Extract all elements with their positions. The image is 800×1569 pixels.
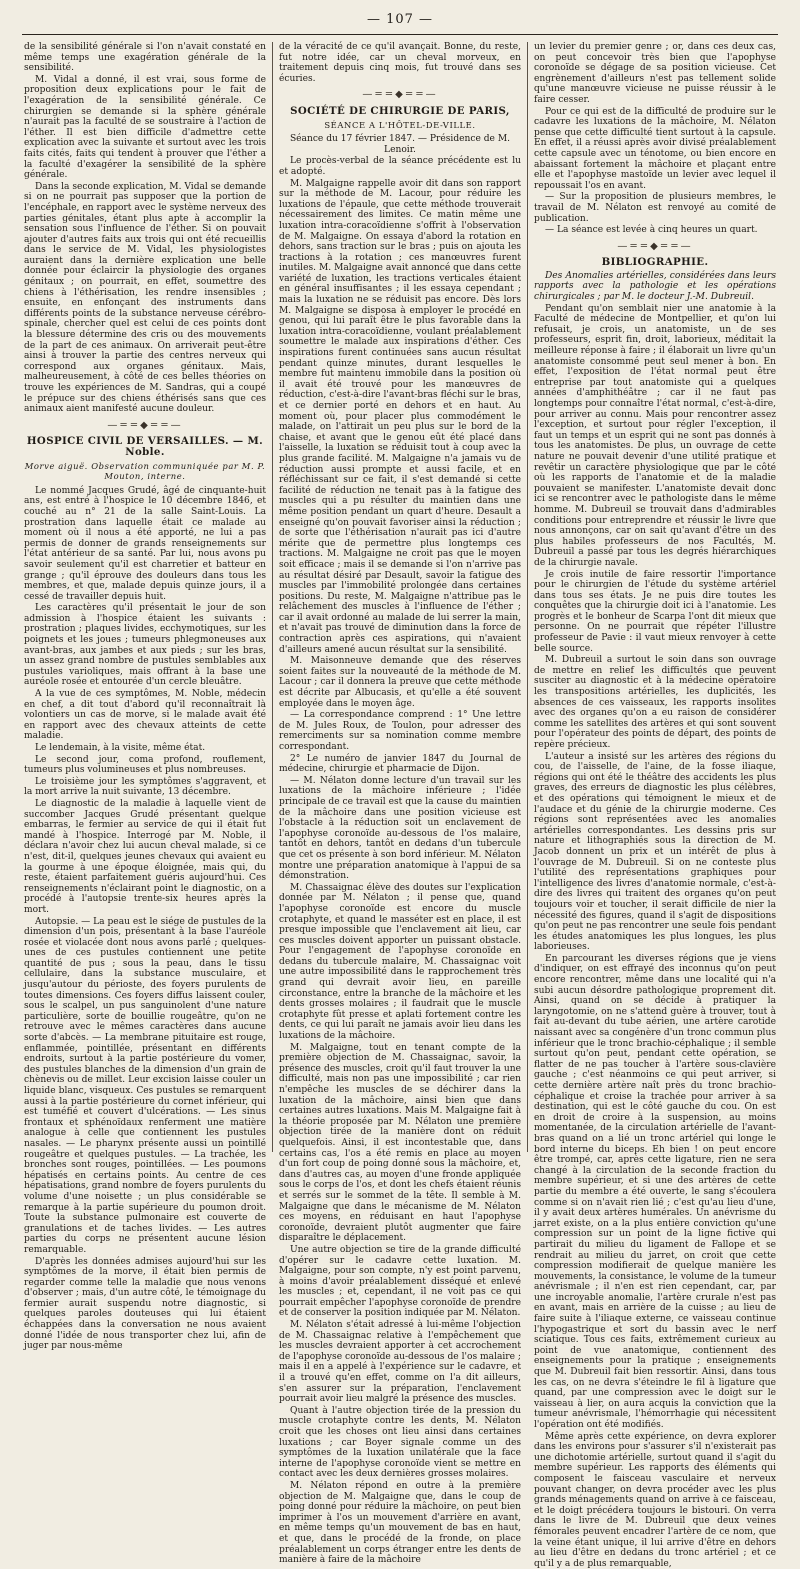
section-ornament: —==◆==— [362, 89, 438, 101]
paragraph: Autopsie. — La peau est le siége de pustules de la dimension d'un pois, présentant à la base l'auréole rosée et violacée dont nous avons parlé ; quelques-unes de ces pustules contiennent une petite quantité de pus ; sous la peau, dans le tissu cellulaire, dans la substance musculaire, et jusqu'autour du périoste, des foyers purulents de toutes dimensions. Ces foyers diffus laissent couler, sous le scalpel, un pus sanguinolent d'une nature particulière, sorte de bouillie rougeâtre, qu'on ne retrouve avec le mêmes caractères dans aucune sorte d'abcès. — La membrane pituitaire est rouge, enflammée, pointillée, présentant en différents endroits, surtout à la partie postérieure du vomer, des pustules blanches de la dimension d'un grain de chènevis ou de millet. Leur excision laisse couler un liquide blanc, visqueux. Ces pustules se remarquent aussi à la partie postérieure du cornet inférieur, qui est tuméfié et couvert d'ulcérations. — Les sinus frontaux et sphénoïdaux renferment une matière analogue à celle que contiennent les pustules nasales. — Le pharynx présente aussi un pointillé rougeâtre et quelques pustules. — La trachée, les bronches sont rouges, pointillées. — Les poumons hépatisés en certains points. Au centre de ces hépatisations, grand nombre de foyers purulents du volume d'une noisette ; un plus considérable se remarque à la partie supérieure du poumon droit. Toute la substance pulmonaire est couverte de granulations et de taches livides. — Les autres parties du corps ne présentent aucune lésion remarquable. [24, 916, 266, 1255]
column-separator [527, 42, 528, 1152]
session-date: Séance du 17 février 1847. — Présidence de M. Lenoir. [289, 134, 511, 155]
paragraph: Quant à l'autre objection tirée de la pression du muscle crotaphyte contre les dents, M. Nélaton croit que les choses ont lieu ainsi dans certaines luxations ; car Boyer signale comme un des symptômes de la luxation unilatérale que la face interne de l'apophyse coronoïde vient se mettre en contact avec les deux dernières grosses molaires. [279, 1405, 521, 1480]
paragraph: Les caractères qu'il présentait le jour de son admission à l'hospice étaient les suivants : prostration ; plaques livides, ecchymotiques, sur les poignets et les joues ; tumeurs phlegmoneuses aux avant-bras, aux jambes et aux pieds ; sur les bras, un assez grand nombre de pustules semblables aux pustules varioliques, mais offrant à la base une auréole rosée et entourée d'un cercle bleuâtre. [24, 603, 266, 688]
paragraph: Le lendemain, à la visite, même état. [35, 743, 206, 753]
paragraph: M. Nélaton répond en outre à la première objection de M. Malgaigne que, dans le coup de poing donné pour réduire la mâchoire, on peut bien imprimer à l'os un mouvement d'arrière en avant, en même temps qu'un mouvement de bas en haut, et que, dans le procédé de la fronde, on place préalablement un corps étranger entre les dents de manière à faire de la mâchoire [279, 1480, 521, 1566]
paragraph: D'après les données admises aujourd'hui sur les symptômes de la morve, il était bien permis de regarder comme telle la maladie que nous venons d'observer ; mais, d'un autre côté, le témoignage du fermier aurait suspendu notre diagnostic, si quelques paroles douteuses qui lui étaient échappées dans la conversation ne nous avaient donné l'idée de nous transporter chez lui, afin de juger par nous-même [24, 1256, 266, 1352]
paragraph: M. Malgaigne, tout en tenant compte de la première objection de M. Chassaignac, savoir, la présence des muscles, croit qu'il faut trouver la une difficulté, mais non pas une impossibilité ; car rien n'empêche les muscles de se déchirer dans la luxation de la mâchoire, ainsi bien que dans certaines autres luxations. Mais M. Malgaigne fait à la théorie proposée par M. Nélaton une première objection tirée de la manière dont on réduit quelquefois. Ainsi, il est incontestable que, dans certains cas, l'os a été remis en place au moyen d'un fort coup de poing donné sous la mâchoire, et, dans d'autres cas, au moyen d'une fronde appliquée sous le corps de l'os, et dont les chefs étaient réunis et serrés sur le sommet de la tête. Il semble à M. Malgaigne que dans le mécanisme de M. Nélaton ces moyens, en réduisant en haut l'apophyse coronoïde, devraient plutôt augmenter que faire disparaître le déplacement. [279, 1042, 521, 1244]
header-rule [22, 34, 778, 35]
section-heading: HOSPICE CIVIL DE VERSAILLES. — M. Noble. [26, 435, 264, 458]
paragraph: M. Vidal a donné, il est vrai, sous forme de proposition deux explications pour le fait de l'exagération de la sensibilité générale. Ce chirurgien se demande si la sphère générale n'aurait pas la faculté de se soustraire à l'action de l'éther. Il est bien difficile d'admettre cette explication avec la suivante et surtout avec les trois faits cités, faits qui tendent à prouver que l'éther a la faculté d'exagérer la sensibilité de la sphère générale. [24, 74, 266, 181]
column-2 [279, 42, 521, 1566]
section-ornament: —==◆==— [107, 419, 183, 431]
paragraph: M. Malgaigne rappelle avoir dit dans son rapport sur la méthode de M. Lacour, pour réduire les luxations de l'épaule, que cette méthode trouverait nécessairement des limites. Ce matin même une luxation intra-coracoïdienne s'offrit à l'observation de M. Malgaigne. On essaya d'abord la rotation en dehors, sans traction sur le bras ; puis on ajouta les tractions à la rotation ; ces manœuvres furent inutiles. M. Malgaigne avait annoncé que dans cette variété de luxation, les tractions verticales étaient en général insuffisantes ; il les essaya cependant ; mais la luxation ne se réduisit pas encore. Dès lors M. Malgaigne se disposa à employer le procédé en genou, qui lui paraît être le plus favorable dans la luxation intra-coracoïdienne, voulant préalablement soumettre le malade aux inspirations d'éther. Ces inspirations furent continuées sans aucun résultat pendant quinze minutes, durant lesquelles le membre fut maintenu immobile dans la position où il avait été trouvé pour les manœuvres de réduction, c'est-à-dire l'avant-bras fléchi sur le bras, et ce dernier porté en dehors et en haut. Au moment où, pour placer plus commodément le malade, on l'attirait un peu plus sur le bord de la chaise, et avant que le genou eût été placé dans l'aisselle, la luxation se réduisit tout à coup avec la plus grande facilité. M. Malgaigne n'a jamais vu de réduction aussi prompte et aussi facile, et en réfléchissant sur ce fait, il s'est demandé si cette facilité de réduction ne tenait pas à la fatigue des muscles qui a pu résulter du maintien dans une même position pendant un quart d'heure. Desault a enseigné qu'on pouvait favoriser ainsi la réduction ; de sorte que l'éthérisation n'aurait pas ici d'autre mérite que de permettre plus longtemps ces tractions. M. Malgaigne ne croit pas que le moyen soit efficace ; mais il se demande si l'on n'arrive pas au résultat désiré par Desault, savoir la fatigue des muscles par l'immobilité prolongée dans certaines positions. Du reste, M. Malgaigne n'attribue pas le relâchement des muscles à l'influence de l'éther ; car il avait ordonné au malade de lui serrer la main, et n'avait pas trouvé de diminution dans la force de contraction après ces aspirations, qui n'avaient d'ailleurs amené aucun résultat sur la sensibilité. [279, 178, 521, 655]
page-number: — 107 — [366, 12, 434, 27]
paragraph: Le procès-verbal de la séance précédente est lu et adopté. [279, 156, 521, 177]
section-ornament: —==◆==— [617, 240, 693, 252]
paragraph: Le second jour, coma profond, rouflement, tumeurs plus volumineuses et plus nombreuses. [24, 754, 266, 776]
column-3 [534, 42, 777, 1569]
paragraph: 2° Le numéro de janvier 1847 du Journal de médecine, chirurgie et pharmacie de Dijon. [279, 753, 521, 775]
paragraph: M. Nélaton s'était adressé à lui-même l'objection de M. Chassaignac relative à l'empêchement que les muscles devraient apporter à cet accrochement de l'apophyse coronoïde au-dessous de l'os malaire ; mais il en a appelé à l'expérience sur le cadavre, et il a trouvé qu'en effet, comme on l'a dit ailleurs, s'en assurer sur la préparation, l'enclavement pourrait avoir lieu malgré la présence des muscles. [279, 1320, 521, 1405]
paragraph: — La correspondance comprend : 1° Une lettre de M. Jules Roux, de Toulon, pour adresser des remerciments sur sa nomination comme membre correspondant. [279, 710, 521, 752]
paragraph: — La séance est levée à cinq heures un quart. [545, 225, 758, 236]
paragraph: de la sensibilité générale si l'on n'avait constaté en même temps une exagération générale de la sensibilité. [24, 42, 266, 74]
paragraph: L'auteur a insisté sur les artères des régions du cou, de l'aisselle, de l'aine, de la fosse iliaque, régions qui ont été le théâtre des accidents les plus graves, des erreurs de diagnostic les plus célèbres, et des opérations qui témoignent le mieux et de l'audace et du génie de la chirurgie moderne. Ces régions sont représentées avec les anomalies artérielles correspondantes. Les dessins pris sur nature et lithographiés sous la direction de M. Jacob donnent un prix et un intérêt de plus à l'ouvrage de M. Dubreuil. Si on ne conteste plus l'utilité des représentations graphiques pour l'intelligence des livres d'anatomie normale, c'est-à-dire des livres qui traitent des organes qu'on peut toujours voir et toucher, il serait difficile de nier la nécessité des figures, quand il s'agit de dispositions qu'on peut ne pas rencontrer une seule fois pendant les études anatomiques les plus longues, les plus laborieuses. [534, 751, 776, 953]
paragraph: Le nommé Jacques Grudé, âgé de cinquante-huit ans, est entré à l'hospice le 10 décembre 1846, et couché au n° 21 de la salle Saint-Louis. La prostration dans laquelle était ce malade au moment où il nous a été apporté, ne lui a pas permis de donner de grands renseignements sur l'état antérieur de sa santé. Par lui, nous avons pu savoir seulement qu'il est charretier et batteur en grange ; qu'il éprouve des douleurs dans tous les membres, et que, malade depuis quinze jours, il a cessé de travailler depuis huit. [24, 485, 266, 602]
section-heading: SOCIÉTÉ DE CHIRURGIE DE PARIS, [290, 104, 510, 117]
paragraph: Pour ce qui est de la difficulté de produire sur le cadavre les luxations de la mâchoire, M. Nélaton pense que cette difficulté tient surtout à la capsule. En effet, il a réussi après avoir divisé préalablement cette capsule avec un ténotome, ou bien encore en abaissant fortement la mâchoire et plaçant entre elle et l'apophyse mastoïde un levier avec lequel il repoussait l'os en avant. [534, 106, 776, 191]
book-title: Des Anomalies artérielles, considérées dans leurs rapports avec la pathologie et les opérations chirurgicales ; par M. le docteur J.-M. Dubreuil. [534, 270, 776, 303]
paragraph: de la véracité de ce qu'il avançait. Bonne, du reste, fut notre idée, car un cheval morveux, en traitement depuis cinq mois, fut trouvé dans ses écuries. [279, 42, 521, 84]
paragraph: Je crois inutile de faire ressortir l'importance pour le chirurgien de l'étude du système artériel dans tous ses états. Je ne puis dire toutes les conquêtes que la chirurgie doit ici à l'anatomie. Les progrès et le bonheur de Scarpa l'ont dit mieux que personne. On ne pourrait que répéter l'illustre professeur de Pavie : il vaut mieux renvoyer à cette belle source. [534, 569, 776, 654]
section-heading: BIBLIOGRAPHIE. [601, 256, 709, 269]
section-subheading: Morve aiguë. Observation communiquée par M. P. Mouton, interne. [24, 460, 266, 482]
paragraph: Le troisième jour les symptômes s'aggravent, et la mort arrive la nuit suivante, 13 décembre. [24, 776, 266, 798]
paragraph: M. Chassaignac élève des doutes sur l'explication donnée par M. Nélaton ; il pense que, quand l'apophyse coronoïde est encore du muscle crotaphyte, et quand le masséter est en place, il est presque impossible que l'enclavement ait lieu, car ces muscles doivent apporter un puissant obstacle. Pour l'engagement de l'apophyse coronoïde en dedans du tubercule malaire, M. Chassaignac voit une autre impossibilité dans le rapprochement très grand qui devrait avoir lieu, en pareille circonstance, entre la branche de la mâchoire et les dents grosses molaires ; il faudrait que le muscle crotaphyte fût presse et aplati fortement contre les dents, ce qui lui paraît ne jamais avoir lieu dans les luxations de la mâchoire. [279, 882, 521, 1042]
paragraph: Pendant qu'on semblait nier une anatomie à la Faculté de médecine de Montpellier, et qu'on lui refusait, je crois, un anatomiste, un de ses professeurs, esprit fin, droit, laborieux, méditait la meilleure réponse à faire ; il élaborait un livre qu'un anatomiste consommé peut seul mener à bon. En effet, l'exposition de l'état normal peut être entreprise par tout anatomiste qui a quelques années d'amphithéâtre ; car il ne faut pas longtemps pour connaître l'état normal, c'est-à-dire, pour arriver au connu. Mais pour rencontrer assez l'exception, et surtout pour régler l'exception, il faut un temps et un esprit qui ne sont pas donnés à tous les anatomistes. De plus, un ouvrage de cette nature ne pouvait devenir d'une utilité pratique et revêtir un caractère physiologique que par le côté où les rapports de l'anatomie et de la maladie pouvaient se manifester. L'anatomiste devait donc ici se rencontrer avec le pathologiste dans le même homme. M. Dubreuil se trouvait dans d'admirables conditions pour entreprendre et réussir le livre que nous annonçons, car on sait qu'avant d'être un des plus habiles professeurs de nos Facultés, M. Dubreuil a passé par tous les degrés hiérarchiques de la chirurgie navale. [534, 303, 776, 568]
paragraph: En parcourant les diverses régions que je viens d'indiquer, on est effrayé des inconnus qu'on peut encore rencontrer, même dans une localité qui n'a subi aucun désordre pathologique proprement dit. Ainsi, quand on se décide à pratiquer la laryngotomie, on ne s'attend guère à trouver, tout à fait au-devant du tube aérien, une artère carotide naissant avec sa congénère d'un tronc commun plus inférieur que le tronc brachio-céphalique ; il semble surtout qu'on peut, pendant cette opération, se flatter de ne pas toucher à l'artère sous-clavière gauche ; c'est néanmoins ce qui peut arriver, si cette dernière artère naît près du tronc brachio-céphalique et croise la trachée pour arriver à sa destination, qui est le côté gauche du cou. On est en droit de croire à la suspension, au moins momentanée, de la circulation artérielle de l'avant-bras quand on a lié un tronc artériel qui longe le bord interne du biceps. Eh bien ! on peut encore être trompé, car, après cette ligature, rien ne sera changé à la circulation de la seconde fraction du membre supérieur, et si une des artères de cette partie du membre a été ouverte, le sang s'écoulera comme si on n'avait rien lié ; c'est qu'au lieu d'une, il y avait deux artères humérales. Un anévrisme du jarret existe, on a la plus entière conviction qu'une compression sur un point de la ligne fictive qui partirait du milieu du ligament de Fallope et se rendrait au milieu du jarret, on croit que cette compression modifierait de quelque manière les mouvements, la consistance, le volume de la tumeur anévrismale ; il n'en est rien cependant, car, par une incroyable anomalie, l'artère crurale n'est pas en avant, mais en arrière de la cuisse ; au lieu de faire suite à l'iliaque externe, ce vaisseau continue l'hypogastrique et sort du bassin avec le nerf sciatique. Tous ces faits, extrêmement curieux au point de vue anatomique, contiennent des enseignements pour la pratique ; enseignements que M. Dubreuil fait bien ressortir. Ainsi, dans tous les cas, on ne devra s'éteindre le fil à ligature que quand, par une compression avec le doigt sur le vaisseau à lier, on aura acquis la conviction que la tumeur anévrismale, l'hémorrhagie qui nécessitent l'opération ont été modifiés. [534, 953, 777, 1430]
paragraph: M. Maisonneuve demande que des réserves soient faites sur la nouveauté de la méthode de M. Lacour ; car il donnera la preuve que cette méthode est décrite par Albucasis, et qu'elle a été souvent employée dans le moyen âge. [279, 656, 521, 709]
paragraph: A la vue de ces symptômes, M. Noble, médecin en chef, a dit tout d'abord qu'il reconnaîtrait là volontiers un cas de morve, si le malade avait été en rapport avec des chevaux atteints de cette maladie. [24, 689, 266, 742]
column-separator [272, 42, 273, 1152]
paragraph: — M. Nélaton donne lecture d'un travail sur les luxations de la mâchoire inférieure ; l'idée principale de ce travail est que la cause du maintien de la mâchoire dans une position vicieuse est l'obstacle à la réduction soit un enclavement de l'apophyse coronoïde au-dessous de l'os malaire, tantôt en dehors, tantôt en dedans d'un tubercule que cet os présente à son bord inférieur. M. Nélaton montre une préparation anatomique à l'appui de sa démonstration. [279, 775, 521, 882]
paragraph: Une autre objection se tire de la grande difficulté d'opérer sur le cadavre cette luxation. M. Malgaigne, pour son compte, n'y est point parvenu, à moins d'avoir préalablement disséqué et enlevé les muscles ; et, cependant, il ne voit pas ce qui pourrait empêcher l'apophyse coronoïde de prendre et de conserver la position indiquée par M. Nélaton. [279, 1244, 521, 1319]
paragraph: Même après cette expérience, on devra explorer dans les environs pour s'assurer s'il n'existerait pas une dichotomie artérielle, surtout quand il s'agit du membre supérieur. Les rapports des éléments qui composent le faisceau vasculaire et nerveux pouvant changer, on devra procéder avec les plus grands ménagements quand on arrive à ce faisceau, et le doigt précédera toujours le bistouri. On verra dans le livre de M. Dubreuil que deux veines fémorales peuvent encadrer l'artère de ce nom, que la veine étant unique, il lui arrive d'être en dehors au lieu d'être en dedans du tronc artériel ; et ce qu'il y a de plus remarquable, [534, 1431, 776, 1569]
paragraph: Dans la seconde explication, M. Vidal se demande si on ne pourrait pas supposer que la portion de l'encéphale, en rapport avec le système nerveux des parties génitales, étant plus apte à accomplir la sensation sous l'influence de l'éther. Si on pouvait ajouter d'autres faits aux trois qui ont été recueillis dans le service de M. Vidal, les physiologistes auraient dans la dernière explication une belle donnée pour éclaircir la physiologie des organes génitaux ; on pourrait, en effet, soumettre des chiens à l'éthérisation, les rendre insensibles ; ensuite, en enfonçant des instruments dans différents points de la substance nerveuse cérébro-spinale, chercher quel est celui de ces points dont la blessure détermine des cris ou des mouvements de la part de ces animaux. On arriverait peut-être ainsi à trouver la partie des centres nerveux qui correspond aux organes génitaux. Mais, malheureusement, à côté de ces belles théories on trouve les expériences de M. Sandras, qui a coupé le prépuce sur des chiens éthérisés sans que ces animaux aient manifesté aucune douleur. [24, 181, 266, 415]
paragraph: un levier du premier genre ; or, dans ces deux cas, on peut concevoir très bien que l'apophyse coronoïde se dégage de sa position vicieuse. Cet engrènement d'ailleurs n'est pas tellement solide qu'une manœuvre vicieuse ne puisse réussir à le faire cesser. [534, 42, 776, 105]
column-1 [24, 42, 266, 1352]
paragraph: Le diagnostic de la maladie à laquelle vient de succomber Jacques Grudé présentant quelque embarras, le fermier au service de qui il était fut mandé à l'hospice. Interrogé par M. Noble, il déclara n'avoir chez lui aucun cheval malade, si ce n'est, dit-il, quelques jeunes chevaux qui avaient eu la gourme à une époque éloignée, mais qui, du reste, étaient parfaitement guéris aujourd'hui. Ces renseignements n'éclairant point le diagnostic, on a procédé à l'autopsie trente-six heures après la mort. [24, 798, 266, 915]
paragraph: M. Dubreuil a surtout le soin dans son ouvrage de mettre en relief les difficultés que peuvent susciter au diagnostic et à la médecine opératoire les transpositions artérielles, les duplicités, les absences de ces vaisseaux, les rapports insolites avec des organes qu'on a eu raison de considérer comme les satellites des artères et qui sont souvent pour l'opérateur des points de départ, des points de repère précieux. [534, 655, 776, 750]
paragraph: — Sur la proposition de plusieurs membres, le travail de M. Nélaton est renvoyé au comité de publication. [534, 192, 776, 224]
section-subheading: SÉANCE A L'HÔTEL-DE-VILLE. [324, 119, 476, 130]
